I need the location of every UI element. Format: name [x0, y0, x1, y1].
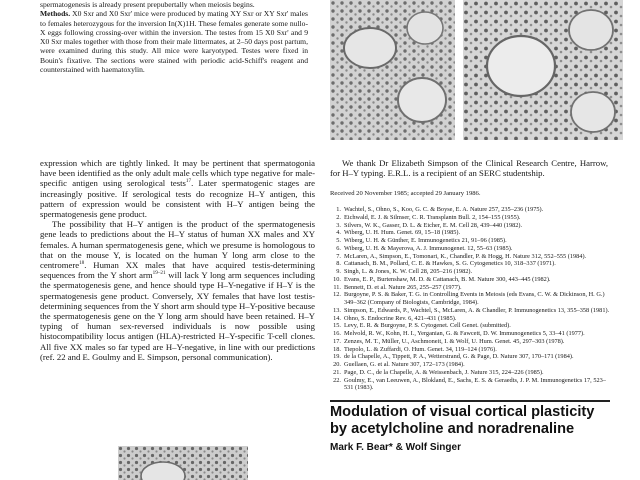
reference-number: 19. [333, 353, 341, 361]
article-title: Modulation of visual cortical plasticity by acetylcholine and noradrenaline [330, 404, 595, 437]
reference-text: Ohno, S. Endocrine Rev. 6, 421–431 (1985). [344, 314, 457, 322]
reference-number: 6. [336, 244, 341, 252]
reference-item [330, 276, 610, 284]
reference-number: 9. [336, 268, 341, 275]
reference-item [330, 237, 610, 245]
reference-list [330, 206, 610, 392]
reference-number: 22. [333, 376, 341, 384]
reference-text: Evans, E. P., Burtenshaw, M. D. & Cattanach, B. M. Nature 300, 443–445 (1982). [344, 275, 551, 283]
acknowledgement: We thank Dr Elizabeth Simpson of the Clinical Research Centre, Harrow, for H–Y typing. E.R.L. is a recipient of an SERC studentship. [330, 158, 608, 179]
article-authors: Mark F. Bear* & Wolf Singer [330, 442, 461, 453]
reference-item [330, 284, 610, 292]
reference-text: Guellaen, G. et al. Nature 307, 172–173 (1984). [344, 361, 465, 368]
reference-item [330, 315, 610, 323]
reference-text: Melvold, R. W., Kohn, H. I., Yerganian, G. & Fawcett, D. W. Immunogenetics 5, 33–41 (1977). [344, 330, 585, 337]
reference-item [330, 377, 610, 393]
received-dates: Received 20 November 1985; accepted 29 January 1986. [330, 190, 481, 197]
reference-item [330, 338, 610, 346]
ref-marker: 18 [79, 260, 85, 267]
reference-text: Burgoyne, P. S. & Baker, T. G. in Controlling Events in Meiosis (eds Evans, C. W. & Dickinson, H. G.) 349–362 (Company of Biologists, Cambridge, 1984). [344, 291, 605, 306]
reference-number: 14. [333, 314, 341, 322]
reference-text: Wiberg, U. H. & Günther, E. Immunogenetics 21, 91–96 (1985). [344, 237, 507, 244]
reference-number: 4. [336, 229, 341, 237]
reference-item [330, 291, 610, 307]
paragraph-2: The possibility that H–Y antigen is the product of the spermatogenesis gene leads to predictions about the H–Y status of human XX males and XY females. A human spermatogenesis gene, which we presume is homologous to that on the mouse Y, is located on the human Y long arm close to the centromere$^{18}$. Human XX males that have acquired testis-determining sequences from the Y short arm$^{19-21}$ will lack Y long arm sequences including the spermatogenesis gene, and hence should type H–Y-negative if H–Y is the spermatogenesis gene product. Conversely, XY females that have lost testis-determining sequences from the Y short arm should type H–Y-positive because the spermatogenesis gene on the Y long arm should have been retained. H–Y typing of human sex-reversed individuals is now possible using histocompatibility locus antigen (HLA)-restricted H–Y-specific T-cell clones. All five XX males so far typed are H–Y-negative, in line with our predictions (ref. 22 and E. Goulmy and E. Simpson, personal communication). [40, 219, 315, 362]
reference-number: 16. [333, 330, 341, 337]
reference-text: Silvers, W. K., Gasser, D. L. & Eicher, E. M. Cell 28, 439–440 (1982). [344, 221, 523, 229]
reference-text: Eichwald, E. J. & Silmser, C. R. Transplantn Bull. 2, 154–155 (1955). [344, 213, 521, 221]
reference-item [330, 214, 610, 222]
figure-caption [40, 0, 308, 74]
reference-item [330, 260, 610, 268]
reference-item [330, 206, 610, 214]
reference-number: 3. [336, 221, 341, 229]
section-rule [330, 400, 610, 402]
reference-text: Singh, L. & Jones, K. W. Cell 28, 205–216 (1982). [344, 268, 473, 275]
reference-item [330, 330, 610, 338]
reference-item [330, 322, 610, 330]
reference-item [330, 245, 610, 253]
reference-item [330, 353, 610, 361]
reference-text: McLaren, A., Simpson, E., Tomonari, K., Chandler, P. & Hogg, H. Nature 312, 552–555 (1984). [344, 252, 587, 260]
methods-text: X0 Sxr and X0 Sxr' mice were produced by mating XY Sxr or XY Sxr' males to females heterozygous for the inversion In(X)1H. These females generate some nullo-X eggs following crossing-over within the inversion. The testes from 15 X0 Sxr' and 9 X0 Sxr males together with those from their male littermates, at 2–50 days post partum, were examined during this study. All mice were karyotyped. Testes were fixed in Bouin's fixative. The sections were stained with periodic acid-Schiff's reagent and counterstained with haematoxylin. [40, 9, 308, 75]
reference-number: 8. [336, 260, 341, 268]
ref-marker: 17 [185, 178, 192, 185]
methods-label: Methods. [40, 9, 71, 19]
micrograph-panel-bottom [118, 446, 248, 480]
reference-number: 17. [333, 337, 341, 345]
reference-number: 1. [336, 206, 341, 213]
reference-item [330, 222, 610, 230]
reference-number: 15. [333, 322, 341, 330]
reference-text: Cattanach, B. M., Pollard, C. E. & Hawkes, S. G. Cytogenetics 10, 318–337 (1971). [344, 260, 556, 268]
reference-text: Tiepolo, L. & Zuffardi, O. Hum. Genet. 34, 119–124 (1976). [344, 345, 497, 353]
reference-text: Zenzes, M. T., Müller, U., Aschmoneit, I. & Wolf, U. Hum. Genet. 45, 297–303 (1978). [344, 337, 565, 345]
reference-text: de la Chapelle, A., Tippett, P. A., Wetterstrand, G. & Page, D. Nature 307, 170–171 (1984). [344, 353, 574, 361]
reference-number: 20. [333, 361, 341, 368]
reference-number: 2. [336, 213, 341, 221]
reference-text: Simpson, E., Edwards, P., Wachtel, S., McLaren, A. & Chandler, P. Immunogenetics 13, 355–358 (1981). [344, 306, 610, 314]
reference-item [330, 346, 610, 354]
reference-number: 5. [336, 237, 341, 244]
reference-number: 11. [333, 283, 341, 291]
micrograph-panel-right [463, 0, 623, 140]
body-text [40, 158, 315, 362]
reference-number: 7. [336, 252, 341, 260]
reference-text: Goulmy, E., van Leeuwen, A., Blokland, E., Sachs, E. S. & Geraedts, J. P. M. Immunogenetics 17, 523–531 (1983). [344, 376, 606, 392]
micrograph-panel-left [330, 0, 455, 140]
ref-marker: 19–21 [152, 270, 166, 277]
reference-item [330, 361, 610, 369]
reference-text: Wiberg, U. H. & Mayerova, A. J. Immunogenet. 12, 55–63 (1985). [344, 244, 513, 252]
reference-number: 21. [333, 368, 341, 376]
reference-number: 10. [333, 275, 341, 283]
reference-item [330, 307, 610, 315]
reference-text: Levy, E. R. & Burgoyne, P. S. Cytogenet. Cell Genet. (submitted). [344, 322, 511, 330]
reference-item [330, 229, 610, 237]
reference-text: Wiberg, U. H. Hum. Genet. 69, 15–18 (1985). [344, 229, 461, 237]
reference-text: Wachtel, S., Ohno, S., Koo, G. C. & Boyse, E. A. Nature 257, 235–236 (1975). [344, 206, 544, 213]
reference-item [330, 253, 610, 261]
caption-intro: spermatogenesis is already present prepubertally when meiosis begins. [40, 0, 255, 9]
paragraph-1: expression which are tightly linked. It may be pertinent that spermatogonia have been identified as the only adult male cells which type negative for male-specific antigen using serological tests$^{17}$. Later spermatogenic stages are increasingly positive. If serological tests do recognize H–Y antigen, this pattern of expression would be consistent with H–Y antigen being the spermatogenesis gene product. [40, 158, 315, 220]
reference-text: Bennett, D. et al. Nature 265, 255–257 (1977). [344, 283, 462, 291]
reference-number: 18. [333, 345, 341, 353]
reference-number: 13. [333, 306, 341, 314]
reference-number: 12. [333, 291, 341, 299]
reference-item [330, 369, 610, 377]
reference-item [330, 268, 610, 276]
reference-text: Page, D. C., de la Chapelle, A. & Weissenbach, J. Nature 315, 224–226 (1985). [344, 368, 544, 376]
